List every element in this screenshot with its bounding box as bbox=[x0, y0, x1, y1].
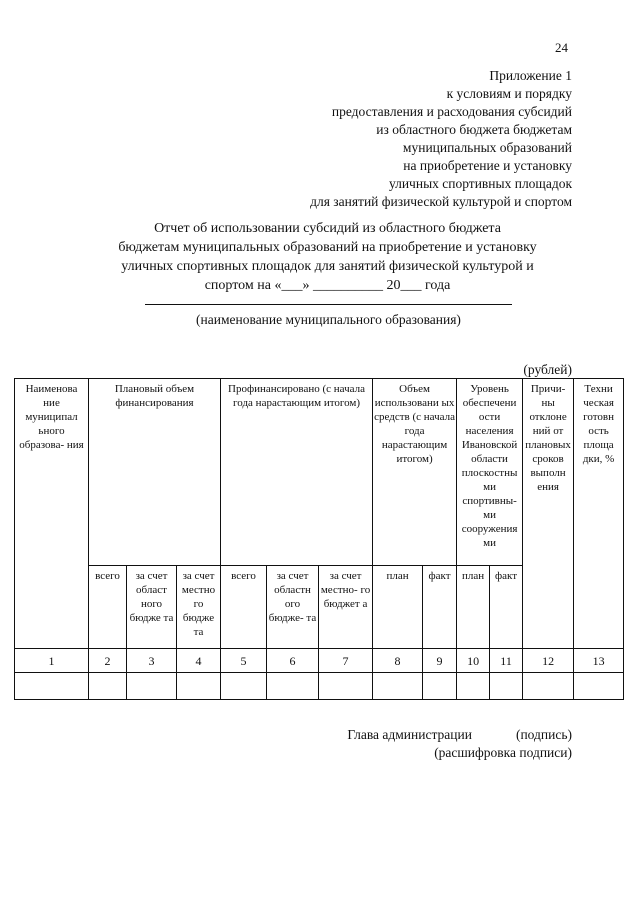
table-cell bbox=[177, 673, 221, 700]
subheader-regional: за счет област ного бюдже та bbox=[127, 566, 177, 649]
appendix-line: уличных спортивных площадок bbox=[388, 176, 572, 191]
subheader-local: за счет местно го бюдже та bbox=[177, 566, 221, 649]
table-cell bbox=[319, 673, 373, 700]
subheader-total: всего bbox=[221, 566, 267, 649]
header-used: Объем использовани ых средств (с начала года нарастающим итогом) bbox=[373, 379, 457, 566]
subheader-total: всего bbox=[89, 566, 127, 649]
table-cell bbox=[127, 673, 177, 700]
report-title bbox=[80, 219, 575, 295]
subheader-fact: факт bbox=[490, 566, 523, 649]
table-cell bbox=[523, 673, 574, 700]
column-number: 3 bbox=[127, 649, 177, 673]
report-table bbox=[14, 378, 624, 700]
appendix-line: Приложение 1 bbox=[489, 68, 572, 83]
title-line: бюджетам муниципальных образований на приобретение и установку bbox=[118, 240, 537, 255]
column-number: 13 bbox=[574, 649, 624, 673]
table-cell bbox=[15, 673, 89, 700]
subheader-fact: факт bbox=[423, 566, 457, 649]
signature-decode: (расшифровка подписи) bbox=[434, 745, 572, 760]
column-number: 10 bbox=[457, 649, 490, 673]
appendix-header bbox=[252, 67, 572, 211]
title-line: спортом на «___» __________ 20___ года bbox=[204, 278, 451, 293]
header-name: Наименова ние муниципал ьного образова- ния bbox=[15, 379, 89, 649]
header-level: Уровень обеспечени ости населения Ивановской области плоскостны ми спортивны- ми сооружения ми bbox=[457, 379, 523, 566]
column-number-row bbox=[15, 649, 624, 673]
table-cell bbox=[574, 673, 624, 700]
table-cell bbox=[490, 673, 523, 700]
appendix-line: на приобретение и установку bbox=[403, 158, 572, 173]
header-reasons: Причи- ны отклоне ний от плановых сроков выполн ения bbox=[523, 379, 574, 649]
column-number: 6 bbox=[267, 649, 319, 673]
signature-sign: (подпись) bbox=[515, 727, 572, 742]
appendix-line: к условиям и порядку bbox=[446, 86, 572, 101]
title-line: уличных спортивных площадок для занятий физической культурой и bbox=[121, 259, 534, 274]
subheader-regional: за счет областн ого бюдже- та bbox=[267, 566, 319, 649]
table-cell bbox=[89, 673, 127, 700]
header-planned: Плановый объем финансирования bbox=[89, 379, 221, 566]
subheader-local: за счет местно- го бюджет а bbox=[319, 566, 373, 649]
subheader-plan: план bbox=[373, 566, 423, 649]
signature-role: Глава администрации bbox=[347, 727, 472, 742]
column-number: 7 bbox=[319, 649, 373, 673]
table-cell bbox=[221, 673, 267, 700]
municipality-name-caption: (наименование муниципального образования) bbox=[196, 312, 461, 327]
table-cell bbox=[457, 673, 490, 700]
appendix-line: муниципальных образований bbox=[402, 140, 572, 155]
page-number: 24 bbox=[555, 40, 568, 55]
column-number: 1 bbox=[15, 649, 89, 673]
header-funded: Профинансировано (с начала года нарастающим итогом) bbox=[221, 379, 373, 566]
appendix-line: для занятий физической культурой и спортом bbox=[310, 194, 572, 209]
table-row bbox=[15, 673, 624, 700]
appendix-line: из областного бюджета бюджетам bbox=[376, 122, 572, 137]
column-number: 12 bbox=[523, 649, 574, 673]
column-number: 9 bbox=[423, 649, 457, 673]
table-cell bbox=[373, 673, 423, 700]
appendix-line: предоставления и расходования субсидий bbox=[331, 104, 572, 119]
header-readiness: Техни ческая готовн ость площа дки, % bbox=[574, 379, 624, 649]
table-cell bbox=[423, 673, 457, 700]
column-number: 5 bbox=[221, 649, 267, 673]
column-number: 11 bbox=[490, 649, 523, 673]
column-number: 4 bbox=[177, 649, 221, 673]
signature-block bbox=[292, 726, 572, 762]
municipality-name-line bbox=[145, 304, 512, 305]
column-number: 2 bbox=[89, 649, 127, 673]
column-number: 8 bbox=[373, 649, 423, 673]
title-line: Отчет об использовании субсидий из областного бюджета bbox=[154, 221, 501, 236]
units-label: (рублей) bbox=[523, 362, 572, 377]
table-cell bbox=[267, 673, 319, 700]
subheader-plan: план bbox=[457, 566, 490, 649]
